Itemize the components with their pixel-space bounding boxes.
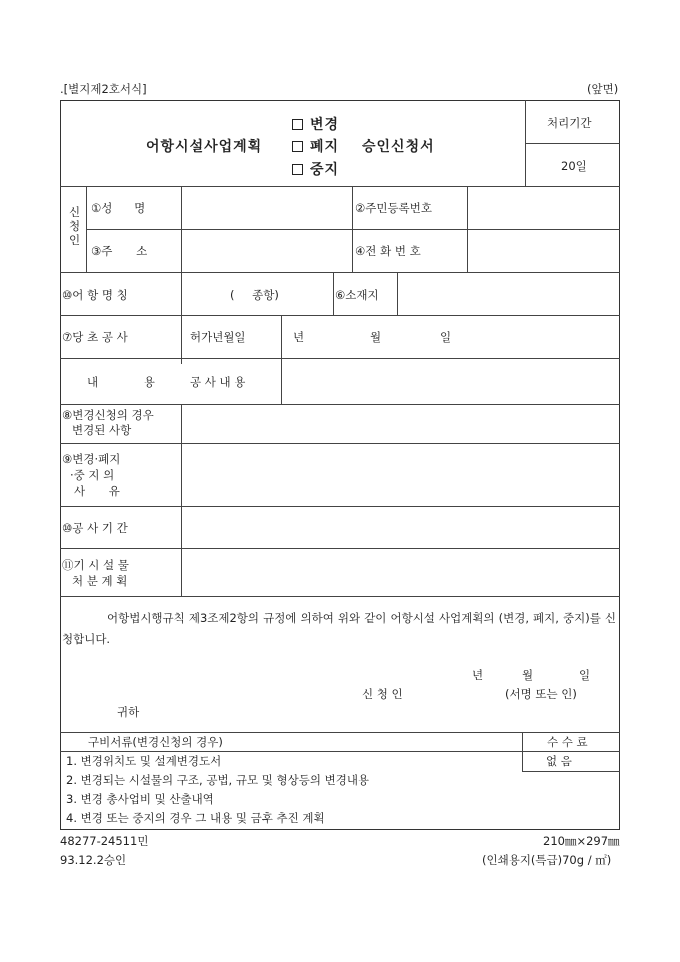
processing-period-value: 20일 (561, 159, 587, 173)
option-suspend[interactable]: 중지 (292, 159, 339, 179)
phone-label: ④전 화 번 호 (355, 244, 421, 258)
applicant-sign-label: 신 청 인 (362, 687, 403, 701)
checkbox-suspend[interactable] (292, 164, 303, 175)
addressee-label: 귀하 (117, 705, 140, 719)
paper-spec: (인쇄용지(특급)70g / ㎡) (482, 853, 612, 867)
declaration-month: 월 (522, 668, 534, 682)
permit-date-day[interactable]: 일 (440, 330, 452, 344)
signature-field[interactable]: (서명 또는 인) (505, 687, 577, 701)
reason-label: ⑨변경·폐지 ·중 지 의 사 유 (62, 452, 121, 498)
disposal-plan-field[interactable] (183, 550, 618, 594)
checkbox-abolish[interactable] (292, 141, 303, 152)
location-label: ⑥소재지 (335, 288, 379, 302)
documents-header: 구비서류(변경신청의 경우) (88, 735, 223, 749)
declaration-text: 어항법시행규칙 제3조제2항의 규정에 의하여 위와 같이 어항시설 사업계획의 (변경, 폐지, 중지)를 신청합니다. (62, 611, 616, 646)
construction-period-label: ⑩공 사 기 간 (62, 521, 128, 535)
resident-number-field[interactable] (469, 188, 618, 227)
paper-size: 210㎜×297㎜ (543, 834, 620, 848)
phone-field[interactable] (469, 231, 618, 270)
document-item: 2. 변경되는 시설물의 구조, 공법, 규모 및 형상등의 변경내용 (66, 773, 370, 787)
permit-date-label: 허가년월일 (190, 330, 246, 344)
resident-number-label: ②주민등록번호 (355, 201, 432, 215)
document-item: 1. 변경위치도 및 설계변경도서 (66, 754, 222, 768)
applicant-group-label: 신 청 인 (69, 205, 81, 247)
changed-items-label: ⑧변경신청의 경우 변경된 사항 (62, 408, 154, 437)
fee-value: 없 음 (546, 754, 572, 768)
page-side-label: (앞면) (587, 82, 619, 96)
location-field[interactable] (399, 274, 618, 313)
changed-items-field[interactable] (183, 406, 618, 441)
port-name-value[interactable]: ( 종항) (230, 288, 279, 302)
disposal-plan-label: ⑪기 시 설 물 처 분 계 획 (62, 558, 129, 588)
construction-period-field[interactable] (183, 508, 618, 546)
form-title-left: 어항시설사업계획 (146, 139, 263, 155)
option-abolish[interactable]: 폐지 (292, 136, 339, 156)
content-label: 내 용 (87, 375, 155, 389)
fee-label: 수 수 료 (547, 735, 588, 749)
form-number: .[별지제2호서식] (60, 82, 147, 96)
original-construction-label: ⑦당 초 공 사 (62, 330, 128, 344)
address-label: ③주 소 (91, 244, 148, 258)
form-title-right: 승인신청서 (362, 139, 435, 155)
port-name-label: ⑩어 항 명 칭 (62, 288, 128, 302)
reason-field[interactable] (183, 445, 618, 504)
permit-date-year[interactable]: 년 (293, 330, 305, 344)
address-field[interactable] (183, 231, 350, 270)
option-change[interactable]: 변경 (292, 114, 339, 134)
name-label: ①성 명 (91, 201, 146, 215)
document-item: 4. 변경 또는 중지의 경우 그 내용 및 금후 추진 계획 (66, 811, 325, 825)
declaration-day: 일 (579, 668, 591, 682)
approval-date: 93.12.2승인 (60, 853, 127, 867)
construction-content-label: 공 사 내 용 (190, 375, 246, 389)
form-code: 48277-24511민 (60, 834, 149, 848)
construction-content-field[interactable] (283, 360, 618, 402)
declaration-year: 년 (472, 668, 484, 682)
processing-period-label: 처리기간 (547, 116, 592, 130)
checkbox-change[interactable] (292, 119, 303, 130)
name-field[interactable] (183, 188, 350, 227)
permit-date-month[interactable]: 월 (370, 330, 382, 344)
document-item: 3. 변경 총사업비 및 산출내역 (66, 792, 214, 806)
